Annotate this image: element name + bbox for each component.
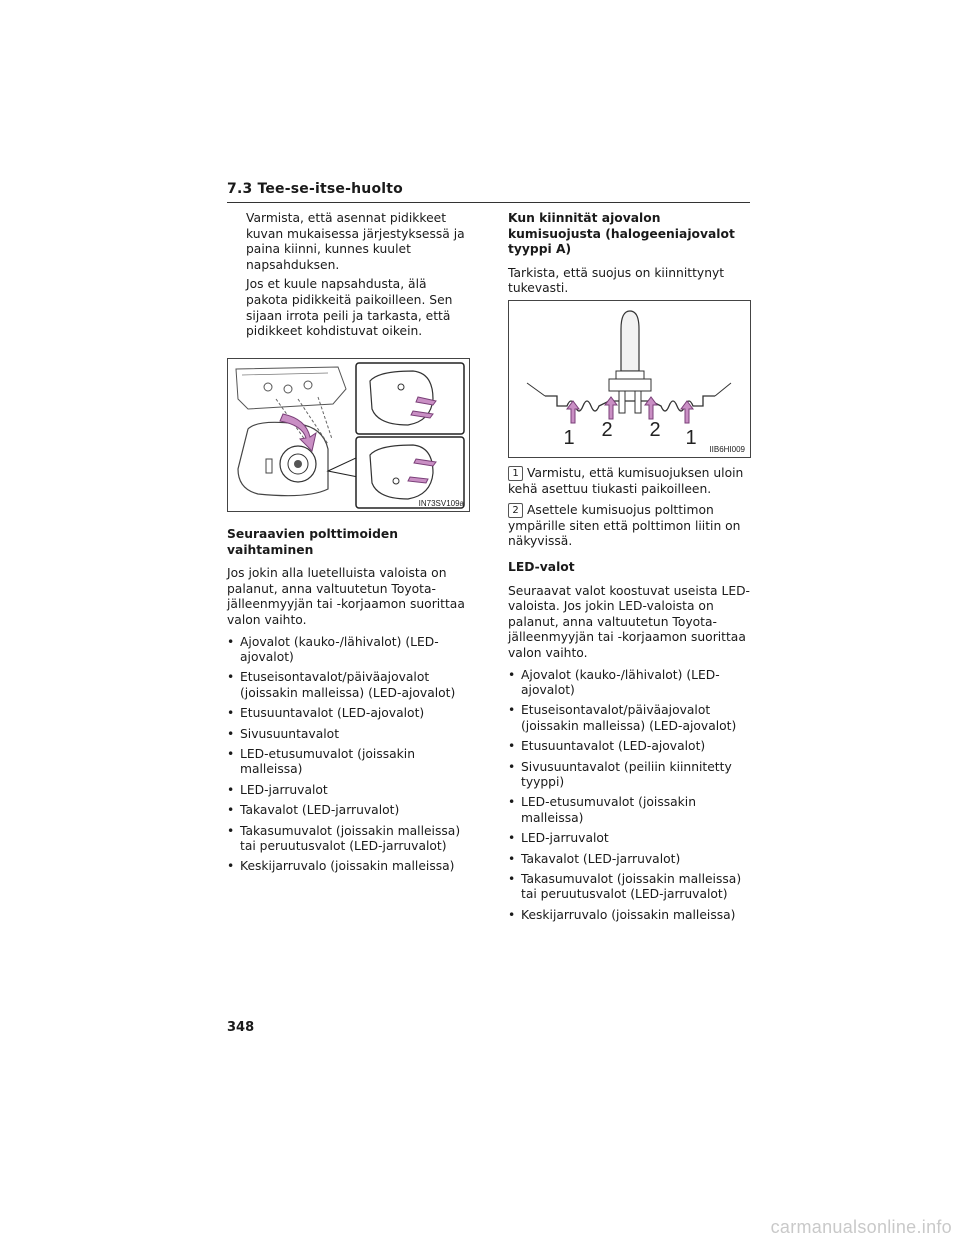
- right-led-list: [508, 668, 750, 924]
- list-item: • Sivusuuntavalot (peiliin kiinnitetty tyyppi): [508, 760, 750, 791]
- list-item: • Takavalot (LED-jarruvalot): [508, 852, 750, 867]
- list-item: • LED-jarruvalot: [227, 783, 468, 798]
- right-steps: [508, 466, 750, 928]
- list-item: • Etusuuntavalot (LED-ajovalot): [508, 739, 750, 754]
- step-2: [508, 503, 750, 550]
- left-intro: [246, 211, 468, 340]
- left-bulb-section: [227, 527, 468, 880]
- bulb-illustration: [509, 301, 750, 457]
- section-header: [227, 178, 750, 203]
- list-item: • Keskijarruvalo (joissakin malleissa): [508, 908, 750, 923]
- step-1-number: 1: [508, 466, 523, 481]
- led-heading: LED-valot: [508, 559, 575, 574]
- bulb-figure: [508, 300, 751, 458]
- list-item: • Sivusuuntavalot: [227, 727, 468, 742]
- step-2-text: Asettele kumisuojus polttimon ympärille siten että polttimon liitin on näkyvissä.: [508, 503, 741, 549]
- left-para-1: Varmista, että asennat pidikkeet kuvan mukaisessa järjestyksessä ja paina kiinni, kunnes kuulet napsahduksen.: [246, 211, 465, 272]
- mirror-figure: [227, 358, 470, 512]
- right-para-1: Tarkista, että suojus on kiinnittynyt tukevasti.: [508, 265, 725, 296]
- list-item: • LED-jarruvalot: [508, 831, 750, 846]
- list-item: • Takasumuvalot (joissakin malleissa) tai peruutusvalot (LED-jarruvalot): [227, 824, 468, 855]
- list-item: • Ajovalot (kauko-/lähivalot) (LED-ajovalot): [227, 635, 468, 666]
- left-para-2: Jos et kuule napsahdusta, älä pakota pidikkeitä paikoilleen. Sen sijaan irrota peili ja tarkasta, että pidikkeet kohdistuvat oikein.: [246, 277, 453, 339]
- left-bulb-list: [227, 635, 468, 875]
- right-heading: Kun kiinnität ajovalon kumisuojusta (halogeeniajovalot tyyppi A): [508, 211, 735, 257]
- callout-1-right: 1: [685, 427, 697, 449]
- step-1: [508, 466, 750, 497]
- right-intro: [508, 211, 750, 297]
- list-item: • Takavalot (LED-jarruvalot): [227, 803, 468, 818]
- step-2-number: 2: [508, 503, 523, 518]
- list-item: • Etuseisontavalot/päiväajovalot (joissakin malleissa) (LED-ajovalot): [508, 703, 750, 734]
- callout-2-right: 2: [649, 419, 661, 441]
- list-item: • Ajovalot (kauko-/lähivalot) (LED-ajovalot): [508, 668, 750, 699]
- led-intro: Seuraavat valot koostuvat useista LED-valoista. Jos jokin LED-valoista on palanut, anna valtuutetun Toyota-jälleenmyyjän tai -korjaamon suorittaa valon vaihto.: [508, 583, 750, 660]
- page-number: 348: [227, 1020, 255, 1035]
- watermark: carmanualsonline.info: [770, 1217, 952, 1237]
- list-item: • Etuseisontavalot/päiväajovalot (joissakin malleissa) (LED-ajovalot): [227, 670, 468, 701]
- list-item: • Etusuuntavalot (LED-ajovalot): [227, 706, 468, 721]
- figure-code: IIB6HI009: [709, 445, 745, 454]
- left-heading: Seuraavien polttimoiden vaihtaminen: [227, 527, 399, 557]
- list-item: • LED-etusumuvalot (joissakin malleissa): [508, 795, 750, 826]
- mirror-illustration: [228, 359, 469, 511]
- left-intro-text: Jos jokin alla luetelluista valoista on palanut, anna valtuutetun Toyota-jälleenmyyjän tai -korjaamon suorittaa valon vaihto.: [227, 566, 465, 627]
- callout-2-left: 2: [601, 419, 613, 441]
- step-1-text: Varmistu, että kumisuojuksen uloin kehä asettuu tiukasti paikoilleen.: [508, 466, 744, 496]
- list-item: • LED-etusumuvalot (joissakin malleissa): [227, 747, 468, 778]
- figure-code: IN73SV109a: [418, 499, 464, 508]
- list-item: • Takasumuvalot (joissakin malleissa) tai peruutusvalot (LED-jarruvalot): [508, 872, 750, 903]
- section-title: 7.3 Tee-se-itse-huolto: [227, 181, 403, 197]
- callout-1-left: 1: [563, 427, 575, 449]
- list-item: • Keskijarruvalo (joissakin malleissa): [227, 859, 468, 874]
